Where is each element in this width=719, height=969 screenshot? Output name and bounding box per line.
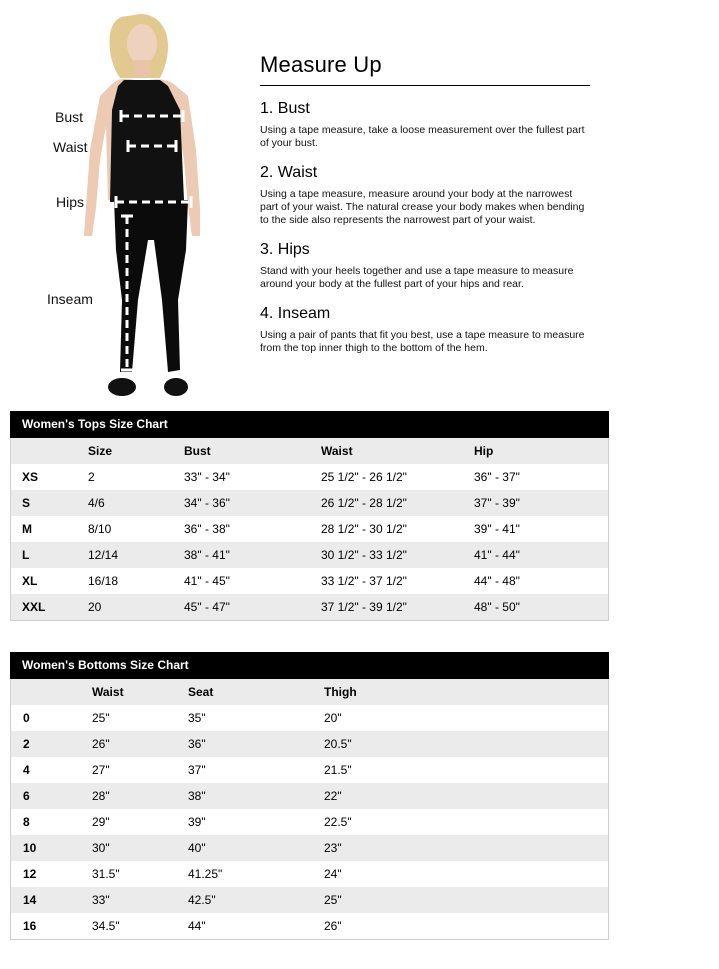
table-cell: 41" - 45" [184, 574, 230, 588]
table-row [11, 757, 608, 783]
table-cell: 25" [324, 893, 342, 907]
table-cell: 34.5" [92, 919, 120, 933]
table-cell: 45" - 47" [184, 600, 230, 614]
table-row [11, 809, 608, 835]
table-cell: 38" [188, 789, 206, 803]
table-cell: 8/10 [88, 522, 112, 536]
size-label: XS [22, 470, 39, 484]
table-cell: 39" - 41" [474, 522, 520, 536]
column-header [11, 679, 92, 705]
table-cell: 37" - 39" [474, 496, 520, 510]
measure-up-title: Measure Up [260, 52, 590, 86]
size-label: M [22, 522, 32, 536]
table-row [11, 568, 608, 594]
table-row [11, 516, 608, 542]
size-label: 0 [23, 711, 30, 725]
table-cell: 2 [88, 470, 95, 484]
table-row [11, 594, 608, 620]
size-label: XXL [22, 600, 46, 614]
table-cell: 30" [92, 841, 110, 855]
table-cell [474, 783, 608, 809]
table-cell: 25" [92, 711, 110, 725]
table-cell: 33 1/2" - 37 1/2" [321, 574, 407, 588]
table-cell: 36" [188, 737, 206, 751]
table-cell: 40" [188, 841, 206, 855]
step-title: 4. Inseam [260, 305, 331, 322]
table-row [11, 705, 608, 731]
column-header-thigh: Thigh [324, 685, 357, 699]
tops-size-chart [10, 411, 609, 621]
size-label: 10 [23, 841, 37, 855]
table-cell: 28" [92, 789, 110, 803]
size-label: XL [22, 574, 38, 588]
size-label: L [22, 548, 30, 562]
hips-label: Hips [56, 194, 85, 210]
inseam-label: Inseam [47, 291, 93, 307]
table-cell: 20" [324, 711, 342, 725]
step-waist [260, 164, 590, 227]
bottoms-size-table [11, 679, 608, 939]
table-cell: 33" [92, 893, 110, 907]
table-cell: 26" [324, 919, 342, 933]
step-text: Using a pair of pants that fit you best, use a tape measure to measure from the top inner thigh to the bottom of the hem. [260, 329, 585, 354]
table-cell: 16/18 [88, 574, 119, 588]
table-cell: 29" [92, 815, 110, 829]
measurement-figure [0, 0, 240, 405]
step-title: 3. Hips [260, 241, 310, 258]
step-title: 2. Waist [260, 164, 318, 181]
size-label: 12 [23, 867, 37, 881]
step-bust [260, 100, 590, 150]
table-cell: 41" - 44" [474, 548, 520, 562]
size-label: 6 [23, 789, 30, 803]
table-cell: 42.5" [188, 893, 216, 907]
waist-label: Waist [53, 139, 88, 155]
table-row [11, 913, 608, 939]
step-inseam [260, 305, 590, 355]
table-cell [474, 757, 608, 783]
table-cell: 22" [324, 789, 342, 803]
table-cell: 30 1/2" - 33 1/2" [321, 548, 407, 562]
model-silhouette [0, 0, 240, 405]
table-cell: 12/14 [88, 548, 119, 562]
size-label: 4 [23, 763, 30, 777]
table-header-row [11, 679, 608, 705]
table-header-row [11, 438, 608, 464]
column-header-bust: Bust [184, 444, 211, 458]
table-cell [474, 705, 608, 731]
table-row [11, 861, 608, 887]
table-cell: 27" [92, 763, 110, 777]
table-cell: 26" [92, 737, 110, 751]
table-cell: 24" [324, 867, 342, 881]
table-row [11, 783, 608, 809]
table-cell [474, 835, 608, 861]
step-title: 1. Bust [260, 100, 310, 117]
bottoms-chart-title: Women's Bottoms Size Chart [10, 652, 609, 679]
table-cell: 35" [188, 711, 206, 725]
size-label: S [22, 496, 31, 510]
table-cell: 37" [188, 763, 206, 777]
table-cell: 21.5" [324, 763, 352, 777]
table-cell: 28 1/2" - 30 1/2" [321, 522, 407, 536]
size-label: 16 [23, 919, 37, 933]
step-text: Using a tape measure, take a loose measurement over the fullest part of your bust. [260, 124, 585, 149]
table-cell [474, 731, 608, 757]
table-cell: 31.5" [92, 867, 120, 881]
table-cell: 4/6 [88, 496, 105, 510]
size-label: 2 [23, 737, 30, 751]
tops-chart-title: Women's Tops Size Chart [10, 411, 609, 438]
table-cell: 33" - 34" [184, 470, 230, 484]
table-cell: 25 1/2" - 26 1/2" [321, 470, 407, 484]
table-cell: 34" - 36" [184, 496, 230, 510]
table-cell: 20 [88, 600, 102, 614]
bottoms-size-chart [10, 652, 609, 940]
table-cell: 39" [188, 815, 206, 829]
table-row [11, 490, 608, 516]
column-header-waist: Waist [92, 685, 124, 699]
step-text: Stand with your heels together and use a tape measure to measure around your body at the fullest part of your hips and rear. [260, 265, 574, 290]
table-cell [474, 887, 608, 913]
table-cell: 44" - 48" [474, 574, 520, 588]
bust-label: Bust [55, 109, 84, 125]
table-cell: 23" [324, 841, 342, 855]
size-label: 14 [23, 893, 37, 907]
column-header-seat: Seat [188, 685, 214, 699]
table-cell: 41.25" [188, 867, 223, 881]
table-cell: 20.5" [324, 737, 352, 751]
table-row [11, 542, 608, 568]
size-label: 8 [23, 815, 30, 829]
column-header-size: Size [88, 444, 113, 458]
table-row [11, 464, 608, 490]
step-hips [260, 241, 590, 291]
column-header-waist: Waist [321, 444, 353, 458]
column-header [11, 438, 88, 464]
column-header-hip: Hip [474, 444, 494, 458]
table-cell: 36" - 38" [184, 522, 230, 536]
table-cell: 22.5" [324, 815, 352, 829]
table-cell: 38" - 41" [184, 548, 230, 562]
table-cell [474, 861, 608, 887]
table-cell: 36" - 37" [474, 470, 520, 484]
column-header [474, 679, 608, 705]
table-cell: 44" [188, 919, 206, 933]
table-row [11, 887, 608, 913]
table-cell [474, 913, 608, 939]
table-cell: 37 1/2" - 39 1/2" [321, 600, 407, 614]
table-cell [474, 809, 608, 835]
measure-up-section [260, 52, 590, 355]
table-row [11, 835, 608, 861]
step-text: Using a tape measure, measure around your body at the narrowest part of your waist. The natural crease your body makes when bending to the side also represents the narrowest part of your waist. [260, 188, 585, 226]
table-cell: 48" - 50" [474, 600, 520, 614]
table-cell: 26 1/2" - 28 1/2" [321, 496, 407, 510]
tops-size-table [11, 438, 608, 620]
table-row [11, 731, 608, 757]
